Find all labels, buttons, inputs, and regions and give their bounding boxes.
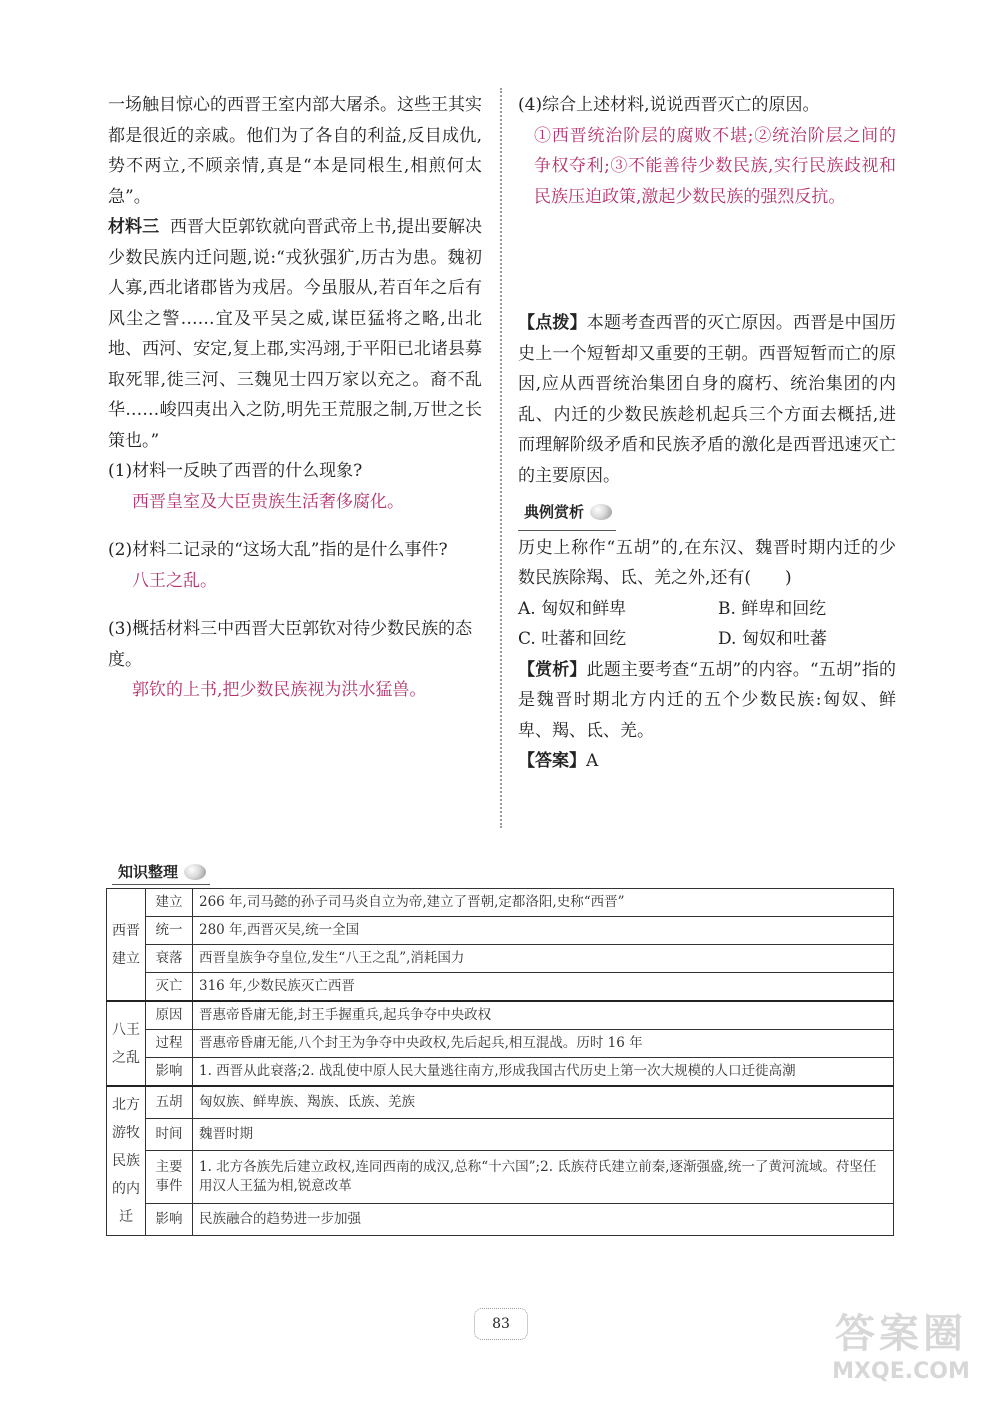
- row-label: 影响: [146, 1204, 193, 1236]
- row-content: 280 年,西晋灭吴,统一全国: [193, 917, 894, 945]
- answer-4: ①西晋统治阶层的腐败不堪;②统治阶层之间的争权夺利;③不能善待少数民族,实行民族歧视和民族压迫政策,激起少数民族的强烈反抗。: [534, 125, 896, 207]
- shangxi-text: 此题主要考查“五胡”的内容。“五胡”指的是魏晋时期北方内迁的五个少数民族:匈奴、鲜卑、羯、氐、羌。: [518, 659, 896, 741]
- answer-3: 郭钦的上书,把少数民族视为洪水猛兽。: [132, 680, 427, 700]
- table-row: [107, 1058, 894, 1087]
- table-row: [107, 1030, 894, 1058]
- row-label: 统一: [146, 917, 193, 945]
- left-column: [108, 90, 482, 706]
- row-label: 原因: [146, 1001, 193, 1030]
- material2-continuation: 一场触目惊心的西晋王室内部大屠杀。这些王其实都是很近的亲戚。他们为了各自的利益,反目成仇,势不两立,不顾亲情,真是“本是同根生,相煎何太急”。: [108, 95, 482, 207]
- answer-2: 八王之乱。: [132, 570, 217, 591]
- answer-label: 【答案】: [518, 751, 586, 771]
- row-label: 五胡: [146, 1086, 193, 1118]
- question-4: (4)综合上述材料,说说西晋灭亡的原因。: [518, 95, 820, 115]
- dianbo: [518, 308, 896, 491]
- example-options: [518, 594, 896, 655]
- question-2: (2)材料二记录的“这场大乱”指的是什么事件?: [108, 540, 448, 560]
- option-d: D. 匈奴和吐蕃: [718, 629, 827, 649]
- watermark-line-2: MXQE.COM: [832, 1359, 970, 1384]
- row-label: 过程: [146, 1030, 193, 1058]
- column-divider: [500, 88, 502, 828]
- row-content: 民族融合的趋势进一步加强: [193, 1204, 894, 1236]
- row-label: 主要事件: [146, 1150, 193, 1203]
- question-3: (3)概括材料三中西晋大臣郭钦对待少数民族的态度。: [108, 619, 473, 670]
- table-row: [107, 945, 894, 973]
- table-row: [107, 973, 894, 1002]
- row-content: 晋惠帝昏庸无能,八个封王为争夺中央政权,先后起兵,相互混战。历时 16 年: [193, 1030, 894, 1058]
- category-cell: 八王之乱: [107, 1001, 146, 1086]
- option-b: B. 鲜卑和回纥: [718, 598, 827, 619]
- shangxi: [518, 655, 896, 747]
- watermark-line-1: 答案圈: [835, 1311, 967, 1357]
- knowledge-title-text: 知识整理: [118, 863, 179, 881]
- row-content: 匈奴族、鲜卑族、羯族、氐族、羌族: [193, 1086, 894, 1118]
- shangxi-label: 【赏析】: [518, 659, 587, 680]
- option-c: C. 吐蕃和回纥: [518, 629, 627, 649]
- row-content: 魏晋时期: [193, 1118, 894, 1150]
- row-label: 灭亡: [146, 973, 193, 1002]
- watermark-logo: [808, 1310, 994, 1394]
- dianbo-text: 本题考查西晋的灭亡原因。西晋是中国历史上一个短暂却又重要的王朝。西晋短暂而亡的原因,应从西晋统治集团自身的腐朽、统治集团的内乱、内迁的少数民族趁机起兵三个方面去概括,进而理解阶级矛盾和民族矛盾的激化是西晋迅速灭亡的主要原因。: [518, 313, 897, 486]
- answer-line: [518, 746, 896, 777]
- category-cell: 西晋建立: [107, 889, 146, 1002]
- row-content: 316 年,少数民族灭亡西晋: [193, 973, 894, 1002]
- table-row: [107, 889, 894, 917]
- table-row: [107, 1204, 894, 1236]
- example-title-text: 典例赏析: [524, 503, 585, 521]
- row-label: 影响: [146, 1058, 193, 1087]
- answer-value: A: [586, 751, 599, 771]
- pearl-icon: [184, 864, 206, 880]
- right-column: [518, 90, 896, 777]
- example-section-title: [518, 495, 616, 531]
- row-content: 1. 北方各族先后建立政权,连同西南的成汉,总称“十六国”;2. 氐族苻氏建立前秦,逐渐强盛,统一了黄河流域。苻坚任用汉人王猛为相,锐意改革: [193, 1150, 894, 1203]
- question-1: (1)材料一反映了西晋的什么现象?: [108, 461, 363, 481]
- row-label: 建立: [146, 889, 193, 917]
- row-label: 时间: [146, 1118, 193, 1150]
- knowledge-section-title: [112, 859, 210, 885]
- material3-label: 材料三: [108, 217, 160, 237]
- table-row: [107, 1086, 894, 1118]
- example-question: 历史上称作“五胡”的,在东汉、魏晋时期内迁的少数民族除羯、氐、羌之外,还有( ): [518, 537, 896, 588]
- row-content: 西晋皇族争夺皇位,发生“八王之乱”,消耗国力: [193, 945, 894, 973]
- answer-1: 西晋皇室及大臣贵族生活奢侈腐化。: [132, 491, 404, 512]
- knowledge-table: [106, 888, 894, 1236]
- row-content: 1. 西晋从此衰落;2. 战乱使中原人民大量逃往南方,形成我国古代历史上第一次大规模的人口迁徙高潮: [193, 1058, 894, 1087]
- row-content: 晋惠帝昏庸无能,封王手握重兵,起兵争夺中央政权: [193, 1001, 894, 1030]
- row-content: 266 年,司马懿的孙子司马炎自立为帝,建立了晋朝,定都洛阳,史称“西晋”: [193, 889, 894, 917]
- option-a: A. 匈奴和鲜卑: [518, 598, 627, 619]
- table-row: [107, 1001, 894, 1030]
- material3-text: 西晋大臣郭钦就向晋武帝上书,提出要解决少数民族内迁问题,说:“戎狄强犷,历古为患。魏初人寡,西北诸郡皆为戎居。今虽服从,若百年之后有风尘之警……宜及平吴之威,谋臣猛将之略,出北地、西河、安定,复上郡,实冯翊,于平阳已北诸县募取死罪,徙三河、三魏见士四万家以充之。裔不乱华……峻四夷出入之防,明先王荒服之制,万世之长策也。”: [108, 217, 483, 451]
- row-label: 衰落: [146, 945, 193, 973]
- dianbo-label: 【点拨】: [518, 313, 587, 333]
- category-cell: 北方游牧民族的内迁: [107, 1086, 146, 1236]
- table-row: [107, 917, 894, 945]
- material3: [108, 212, 482, 456]
- table-row: [107, 1150, 894, 1203]
- pearl-icon: [590, 504, 612, 520]
- table-row: [107, 1118, 894, 1150]
- page-number: 83: [474, 1308, 528, 1340]
